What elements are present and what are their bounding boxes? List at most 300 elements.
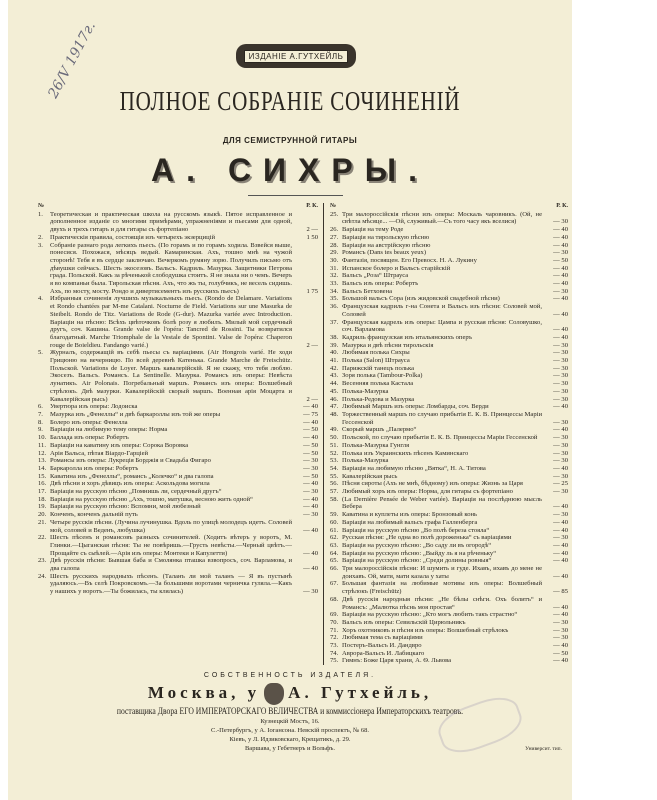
catalog-entry [330, 657, 568, 665]
entry-number: 59. [330, 511, 339, 519]
entry-number: 74. [330, 649, 339, 657]
entry-title: Любимый хоръ изъ оперы: Норма, для гитары съ фортепіано [342, 488, 513, 496]
entry-number: 30. [330, 256, 339, 264]
catalog-entry [330, 288, 568, 296]
catalog-entry [38, 419, 318, 427]
catalog-entry [330, 511, 568, 519]
entry-title: Варіація на тему Роде [342, 226, 404, 234]
entry-title: Три малороссійскія пѣсни изъ оперы: Москаль чаровникъ. (Ой, не свѣтла мѣсяце... —Ой, служивый.—Съ того часу якъ вселися) [342, 210, 542, 226]
catalog-entry [330, 257, 568, 265]
entry-number: 45. [330, 387, 339, 395]
catalog-entry [330, 650, 568, 658]
catalog-entry [330, 388, 568, 396]
catalog-entry [330, 596, 568, 611]
catalog-entry [330, 565, 568, 580]
catalog-entry [330, 519, 568, 527]
page-title: ПОЛНОЕ СОБРАНІЕ СОЧИНЕНІЙ [119, 86, 461, 116]
catalog-entry [330, 457, 568, 465]
entry-number: 17. [38, 488, 47, 496]
entry-title: Любимый Маршъ изъ оперы: Ломбарды, соч. Верди [342, 403, 489, 411]
entry-price: — 30 [303, 511, 318, 519]
entry-price: — 40 [303, 480, 318, 488]
entry-title: Большая фантазія на любимые мотивы изъ оперы: Волшебный стрѣлокъ (Freischütz) [342, 580, 542, 596]
entry-title: (La Dernière Pensée de Weber variée). Варіація на послѣднюю мысль Вебера [342, 495, 542, 511]
entry-price: 2 — [306, 341, 318, 349]
entry-title: Мазурка и двѣ пѣсни тирольскія [342, 341, 434, 349]
entry-title: Каватина и куплеты изъ оперы: Бронзовый конь [342, 511, 478, 519]
entry-price: — 40 [553, 264, 568, 272]
ornament-divider [248, 195, 343, 198]
entry-number: 57. [330, 488, 339, 496]
entry-number: 21. [38, 518, 47, 526]
entry-title: Варіація на русскую пѣсню: „Кто могъ любить такъ страстно“ [342, 611, 518, 619]
ownership-notice: СОБСТВЕННОСТЬ ИЗДАТЕЛЯ. [203, 672, 377, 680]
subtitle: ДЛЯ СЕМИСТРУННОЙ ГИТАРЫ [222, 136, 358, 145]
entry-number: 6. [38, 403, 43, 411]
entry-title: Баркаролла изъ оперы: Робертъ [50, 464, 139, 472]
catalog-entry [330, 211, 568, 226]
entry-title: Полька-Мазурка Гунгля [342, 441, 410, 449]
entry-title: Шесть русскихъ народныхъ пѣсенъ. (Таланъ ли мой таланъ — Я въ пустынѣ удаляюсь.—Въ селѣ Покровскомъ.—За большими воротами черничка гуляла.—Какъ у нашихъ у воротъ.—Ты божилась, ты клялась) [50, 572, 292, 596]
catalog-entry [38, 434, 318, 442]
entry-title: Шесть пѣсенъ и романсовъ разныхъ сочинителей. (Ходитъ вѣтеръ у воротъ, М. Глинки.—Цыганская пѣсня: Ты не повѣришь.—Грусть невѣсты.—Черный цвѣтъ.—Прощайте съ сыѣлей.—Арія изъ оперы: Монтеки и Капулетти) [50, 534, 292, 557]
entry-price: — 30 [553, 341, 568, 349]
entry-number: 46. [330, 395, 339, 403]
catalog-entry [330, 349, 568, 357]
entry-title: Болеро изъ оперы: Фенелла [50, 418, 128, 426]
entry-price: — 30 [553, 441, 568, 449]
entry-number: 73. [330, 642, 339, 650]
entry-number: 28. [330, 241, 339, 249]
entry-price: — 30 [553, 372, 568, 380]
catalog-entry [330, 242, 568, 250]
entry-number: 53. [330, 457, 339, 465]
entry-price: — 50 [553, 649, 568, 657]
entry-price: — 40 [303, 434, 318, 442]
catalog-entry [38, 242, 318, 296]
entry-number: 48. [330, 410, 339, 418]
entry-title: Полька-Редова и Мазурка [342, 395, 415, 403]
entry-title: Варіація на русскую пѣсню: „Выйду ль я на рѣченьку“ [342, 549, 497, 557]
entry-title: Каватина изъ „Фенеллы“, романсъ „Колечко“ и два галопа [50, 472, 214, 480]
entry-price: — 30 [303, 588, 318, 596]
entry-price: — 50 [303, 426, 318, 434]
price-header: Р. К. [556, 203, 568, 209]
catalog-entry [38, 480, 318, 488]
entry-price: — 40 [553, 310, 568, 318]
entry-title: Варіація на русскую пѣсню: „Среди долины ровныя“ [342, 557, 492, 565]
entry-title: Варіація на русскую пѣсню „Во полѣ береза стояла“ [342, 526, 490, 534]
catalog-entry [330, 611, 568, 619]
entry-price: — 40 [553, 603, 568, 611]
entry-price: — 40 [553, 642, 568, 650]
entry-title: Три малороссійскія пѣсни: И шумить и гуде. Ихавъ, ихавъ до мене не доихавъ. Ой, мати, мати казала у хаты [342, 565, 542, 580]
entry-price: 2 — [306, 226, 318, 234]
entry-price: — 40 [553, 611, 568, 619]
entry-price: — 40 [553, 657, 568, 665]
city-text: Москва, у [147, 683, 261, 703]
catalog-entry [330, 473, 568, 481]
entry-price: — 25 [553, 480, 568, 488]
entry-title: Вальсъ Бетховена [342, 287, 393, 295]
entry-number: 23. [38, 557, 47, 565]
catalog-entry [38, 426, 318, 434]
catalog-entry [330, 365, 568, 373]
catalog-entry [330, 403, 568, 411]
entry-title: Варіація на русскую пѣсню: Вспомни, мой любезный [50, 503, 201, 511]
catalog-entry [330, 634, 568, 642]
entry-price: 1 75 [306, 287, 318, 295]
catalog-entry [38, 403, 318, 411]
entry-price: — 30 [553, 249, 568, 257]
entry-price: — 40 [553, 518, 568, 526]
catalog-entry [38, 457, 318, 465]
entry-price: — 30 [553, 488, 568, 496]
entry-number: 54. [330, 464, 339, 472]
catalog-entry [330, 642, 568, 650]
entry-number: 49. [330, 426, 339, 434]
entry-number: 33. [330, 280, 339, 288]
entry-price: — 30 [553, 218, 568, 226]
entry-price: — 30 [553, 349, 568, 357]
catalog-entry [38, 442, 318, 450]
entry-number: 24. [38, 572, 47, 580]
entry-number: 19. [38, 503, 47, 511]
catalog-entry [38, 519, 318, 534]
entry-price: — 30 [303, 464, 318, 472]
entry-price: — 40 [303, 495, 318, 503]
catalog-entry [330, 357, 568, 365]
address-line: Кузнецкій Мостъ, 16. [260, 718, 320, 726]
entry-title: Гимнъ: Боже Царя храни, А. Ѳ. Львова [342, 657, 452, 665]
entry-number: 35. [330, 295, 339, 303]
catalog-entry [330, 226, 568, 234]
catalog-entry [330, 265, 568, 273]
entry-title: Кадриль французская изъ итальянскихъ оперъ [342, 333, 473, 341]
entry-price: — 40 [553, 326, 568, 334]
entry-title: Постеръ-Вальсъ И. Дандвро [342, 642, 422, 650]
entry-price: — 30 [553, 618, 568, 626]
catalog-entry [38, 557, 318, 572]
entry-number: 72. [330, 634, 339, 642]
entry-number: 18. [38, 495, 47, 503]
catalog-entry [38, 465, 318, 473]
entry-title: Баллада изъ оперы: Робертъ [50, 434, 129, 442]
catalog-entry [330, 557, 568, 565]
entry-number: 13. [38, 457, 47, 465]
entry-title: Увертюра изъ оперы: Лодоиска [50, 403, 138, 411]
entry-price: — 30 [553, 357, 568, 365]
entry-title: Практическія правила, состоящія изъ четырехъ экзерцицій [50, 233, 215, 241]
address-line: Кіевъ, у Л. Идзиковскаго, Крещатикъ, д. 29. [229, 736, 351, 744]
entry-price: — 40 [553, 233, 568, 241]
entry-price: — 30 [553, 449, 568, 457]
entry-number: 4. [38, 295, 43, 303]
address-line: С.-Петербургъ, у А. Іогансона. Невскій проспектъ, № 68. [211, 727, 369, 735]
entry-number: 51. [330, 441, 339, 449]
address-line: Варшава, у Гебетнеръ и Вольфъ. [244, 745, 336, 753]
entry-title: Варіаціи на любимую тему оперы: Норма [50, 426, 168, 434]
entry-number: 75. [330, 657, 339, 665]
entry-title: Скорый маршъ „Палермо“ [342, 426, 417, 434]
entry-number: 41. [330, 357, 339, 365]
entry-title: Романсы изъ оперы: Лукреція Борджія и Свадьба Фигаро [50, 457, 211, 465]
entry-price: — 40 [303, 549, 318, 557]
catalog-entry [38, 234, 318, 242]
entry-title: Теоретическая и практическая школа на русскомъ языкѣ. Пятое исправленное и дополненное изданіе со многими примѣрами, упражненіями и пьесами для одной, двухъ и трехъ гитаръ и для гитары съ фортепіано [50, 210, 292, 234]
entry-price: — 40 [553, 403, 568, 411]
entry-price: — 40 [553, 526, 568, 534]
entry-number: 16. [38, 480, 47, 488]
entry-title: Журналъ, содержащій въ себѣ пьесы съ варіаціями. (Air Hongrois varié. Не ходи Грицюню на вечерницю. По всей деревнѣ Катенька. Grande Marche de Freischütz. Польской. Variations de Loyer. Маршъ кавалерійскій. Я не скажу, что тебя люблю. Экосезъ. Вальсъ. Романсъ. La Sentinelle. Мазурка. Романсъ изъ оперы: Невѣста лунатикъ. Air Polonais. Погребальный маршъ. Романсъ изъ оперы: Волшебный стрѣлокъ. Двѣ мазурки. Кавалерійскій скорый маршъ. Военная арія Моцарта и Кавалерійская рысь) [50, 349, 292, 403]
entry-number: 14. [38, 464, 47, 472]
catalog-entry [38, 573, 318, 596]
entry-price: — 30 [553, 364, 568, 372]
entry-title: Зоря полька (Tambour-Polka) [342, 372, 423, 380]
entry-title: Варіація на тирольскую пѣсню [342, 233, 430, 241]
entry-title: Полька-Мазурка [342, 457, 389, 465]
entry-price: — 30 [553, 287, 568, 295]
catalog-entry [38, 411, 318, 419]
entry-number: 2. [38, 233, 43, 241]
entry-price: — 30 [303, 488, 318, 496]
catalog-entry [330, 295, 568, 303]
catalog-entry [330, 249, 568, 257]
entry-price: — 40 [303, 503, 318, 511]
entry-price: — 30 [553, 457, 568, 465]
entry-price: — 30 [553, 472, 568, 480]
entry-number: 43. [330, 372, 339, 380]
catalog-entry [330, 426, 568, 434]
entry-price: — 40 [553, 226, 568, 234]
catalog-entry [330, 580, 568, 595]
entry-price: — 40 [553, 464, 568, 472]
catalog-entry [38, 488, 318, 496]
entry-number: 52. [330, 449, 339, 457]
entry-number: 10. [38, 434, 47, 442]
entry-title: Французская кадриль г-на Сонета и Вальсъ изъ пѣсни: Соловей мой, Соловей [342, 303, 542, 318]
catalog-entry [330, 527, 568, 535]
entry-price: — 30 [553, 626, 568, 634]
entry-number: 55. [330, 472, 339, 480]
entry-price: — 30 [553, 634, 568, 642]
entry-title: Варіаціи на каватину изъ оперы: Сорока Воровка [50, 441, 189, 449]
entry-price: — 40 [303, 526, 318, 534]
entry-number: 29. [330, 249, 339, 257]
catalog-entry [330, 496, 568, 511]
entry-price: — 40 [553, 572, 568, 580]
publisher-name: А. Гутхейль, [288, 683, 433, 703]
entry-price: — 50 [553, 256, 568, 264]
entry-title: Полька-Мазурка [342, 387, 389, 395]
entry-number: 44. [330, 380, 339, 388]
entry-number: 50. [330, 434, 339, 442]
catalog-entry [330, 234, 568, 242]
entry-title: Двѣ пѣсни и хоръ дѣвицъ изъ оперы: Аскольдова могила [50, 480, 210, 488]
handwritten-date: 26/V 1917г. [45, 19, 99, 101]
entry-title: Избранныя сочиненія лучшихъ музыкальныхъ пьесъ. (Rondo de Delamare. Variations et Rondo chantées par M-me Catalani. Nocturne de Field. Variations sur une Masurka de Steibelt. Rondo de Titz. Variations de Rode (G-dur). Mazurka variée avec Introduction. Варіаціи на пѣсню: Всѣхъ цвѣточковъ болѣ розу я любилъ. Милый мой сердечный другъ, соч. Кашина. Grande valse de l'opéra: Tancred de Rossini. Ты возвратился благодатный. Marche Triomphale de la Vestale de Spontini. Valse de l'opéra: Chaperon rouge de Boieldieu. Fandango varié.) [50, 295, 292, 349]
entry-number: 15. [38, 472, 47, 480]
entry-number: 42. [330, 364, 339, 372]
entry-title: Вальсъ изъ оперы: Севильскій Цирюльникъ [342, 618, 466, 626]
entry-number: 31. [330, 264, 339, 272]
entry-title: Хоръ охотниковъ и пѣсня изъ оперы: Волшебный стрѣлокъ [342, 626, 509, 634]
entry-title: Вальсъ изъ оперы: Робертъ [342, 280, 419, 288]
entry-price: — 30 [553, 511, 568, 519]
entry-price: — 40 [553, 541, 568, 549]
entry-price: — 40 [553, 295, 568, 303]
entry-number: 27. [330, 233, 339, 241]
entry-price: — 40 [553, 272, 568, 280]
imperial-crest-icon [264, 683, 284, 705]
entry-price: — 40 [303, 418, 318, 426]
entry-number: 68. [330, 595, 339, 603]
catalog-entry [330, 372, 568, 380]
catalog-entry [330, 450, 568, 458]
entry-price: — 30 [553, 418, 568, 426]
entry-title: Мазурка изъ „Фенеллы“ и двѣ баркароллы изъ той же оперы [50, 410, 221, 418]
catalog-entry [38, 450, 318, 458]
catalog-entry [330, 542, 568, 550]
catalog-entry [38, 496, 318, 504]
entry-number: 60. [330, 518, 339, 526]
entry-title: Конченъ, конченъ дальній путь [50, 511, 138, 519]
entry-price: — 85 [553, 588, 568, 596]
catalog-entry [330, 488, 568, 496]
entry-price: — 30 [553, 380, 568, 388]
catalog-entry [38, 473, 318, 481]
catalog-entry [330, 396, 568, 404]
publisher-badge-text: ИЗДАНІЕ А.ГУТХЕЙЛЬ [244, 50, 349, 63]
catalog-entry [330, 342, 568, 350]
entry-title: Двѣ русскія народныя пѣсни: „Не бѣлы снѣги. Охъ болитъ“ и Романсъ: „Малютка пѣснь моя простая“ [342, 595, 542, 611]
entry-number: 39. [330, 341, 339, 349]
entry-number: 58. [330, 495, 339, 503]
number-header: № [38, 203, 45, 209]
entry-number: 7. [38, 410, 43, 418]
entry-price: — 40 [303, 403, 318, 411]
entry-price: — 40 [303, 565, 318, 573]
entry-number: 8. [38, 418, 43, 426]
entry-price: — 40 [553, 241, 568, 249]
entry-title: Русская пѣсня: „Не одна во полѣ дороженька“ съ варіаціями [342, 534, 512, 542]
entry-title: Четыре русскія пѣсни. (Лучина лучинушка. Вдоль по улицѣ молодецъ идетъ. Соловей мой, соловей и Веденъ, любушка) [50, 518, 292, 534]
entry-price: — 50 [303, 472, 318, 480]
entry-number: 65. [330, 557, 339, 565]
entry-number: 36. [330, 303, 339, 311]
entry-title: Полька изъ Украинскихъ пѣсенъ Каминскаго [342, 449, 469, 457]
entry-title: Фантазія, посвящен. Его Превосх. Н. А. Лукину [342, 256, 477, 264]
entry-title: Большой вальсъ Сора (изъ жидовской свадебной пѣсни) [342, 295, 500, 303]
entry-price: — 50 [303, 449, 318, 457]
entry-number: 25. [330, 210, 339, 218]
entry-number: 34. [330, 287, 339, 295]
catalog-entry [330, 411, 568, 426]
entry-number: 56. [330, 480, 339, 488]
entry-price: — 40 [553, 549, 568, 557]
entry-price: — 40 [553, 333, 568, 341]
purveyor-line: поставщика Двора ЕГО ИМПЕРАТОРСКАГО ВЕЛИЧЕСТВА и коммиссіонера Императорскихъ театровъ. [116, 706, 464, 717]
entry-number: 47. [330, 403, 339, 411]
entry-title: Варіація на русскую пѣсню: „Во саду ли въ огородѣ“ [342, 541, 492, 549]
entry-title: Арія Вальса, пѣтая Віардо-Гарціей [50, 449, 149, 457]
entry-title: Собраніе разнаго рода легкихъ пьесъ. (По горамъ и по горамъ ходила. Взвейся выше, понесися. Похожася, мѣсяцъ ведый. Камаринская. Ахъ, тошно мнѣ на чужой сторонѣ! Тебя я въ сердце заключаю. Вечеркомъ румяну зорю. Получилъ письмо отъ дѣвушки сейчасъ. Шесть экосезовъ. Вальсъ. Кадриль. Мазурка. Защитники Петрова града. Польской. Какъ за рѣченькой слободушка стоитъ. Я не знала ни о чемъ. Вечеръ я во компаньи была. Тирольская пѣсня. Ахъ, что жъ ты, голубчикъ, не весель сидишь. Ахъ, по мосту, мосту. Рондо и дивертисементъ изъ русскихъ пьесъ) [50, 241, 292, 295]
entry-number: 63. [330, 541, 339, 549]
entry-number: 5. [38, 349, 43, 357]
entry-title: Торжественный маршъ по случаю прибытія Е. К. В. Принцессы Маріи Гессенской [342, 410, 542, 426]
catalog-entry [38, 534, 318, 557]
entry-title: Весенняя полька Кастала [342, 380, 414, 388]
entry-title: Романсъ (Dans tes beaux yeux) [342, 249, 427, 257]
entry-title: Аврора-Вальсъ И. Лабицкаго [342, 649, 425, 657]
catalog-entry [38, 349, 318, 403]
entry-price: 2 — [306, 395, 318, 403]
catalog-entry [330, 434, 568, 442]
entry-title: Кавалерійская рысь [342, 472, 398, 480]
entry-number: 40. [330, 349, 339, 357]
catalog-entry [330, 442, 568, 450]
entry-number: 37. [330, 318, 339, 326]
entry-price: — 40 [553, 426, 568, 434]
catalog-left-column [38, 203, 323, 665]
catalog-body [8, 203, 572, 753]
entry-number: 11. [38, 441, 46, 449]
entry-number: 70. [330, 618, 339, 626]
entry-number: 67. [330, 580, 339, 588]
catalog-entry [330, 550, 568, 558]
entry-title: Любимая тема съ варіаціями [342, 634, 423, 642]
entry-title: Двѣ русскія пѣсни: Бывшая баба и Смолянка пташка взвопросъ, соч. Варламова, и два галопа [50, 557, 292, 573]
entry-price: — 75 [303, 410, 318, 418]
entry-price: — 30 [553, 395, 568, 403]
entry-number: 32. [330, 272, 339, 280]
entry-title: Вальсъ „Роза“ Штрауса [342, 272, 409, 280]
printer-imprint: Университ. тип. [525, 746, 562, 753]
entry-number: 61. [330, 526, 339, 534]
catalog-entry [330, 534, 568, 542]
catalog-entry [330, 272, 568, 280]
entry-title: Полька (Salon) Штрауса [342, 357, 410, 365]
catalog-entry [330, 619, 568, 627]
document-page [8, 0, 572, 800]
entry-price: — 40 [553, 503, 568, 511]
entry-price: — 30 [553, 534, 568, 542]
entry-number: 26. [330, 226, 339, 234]
entry-number: 3. [38, 241, 43, 249]
entry-number: 20. [38, 511, 47, 519]
entry-title: Любимая полька Сихры [342, 349, 410, 357]
catalog-right-column [323, 203, 568, 665]
entry-title: Парижскій танецъ полька [342, 364, 415, 372]
entry-price: — 30 [553, 434, 568, 442]
entry-price: — 30 [553, 387, 568, 395]
catalog-entry [38, 295, 318, 349]
entry-number: 62. [330, 534, 339, 542]
entry-title: Варіація на русскую пѣсню „Помнишь ли, сердечный другъ“ [50, 488, 222, 496]
entry-price: 1 50 [306, 233, 318, 241]
entry-title: Польской, по случаю прибытія Е. К. В. Принцессы Маріи Гессенской [342, 434, 538, 442]
entry-title: Пѣсня сироты (Ахъ не мнѣ, бѣдному) изъ оперы: Жизнь за Царя [342, 480, 523, 488]
composer-name: А. СИХРЫ. [151, 152, 429, 188]
entry-price: — 40 [553, 557, 568, 565]
imprint-footer [8, 671, 572, 753]
catalog-entry [330, 280, 568, 288]
entry-number: 69. [330, 611, 339, 619]
catalog-entry [330, 303, 568, 318]
catalog-entry [330, 380, 568, 388]
entry-title: Варіація на любимую пѣсню „Вятка“, Н. А. Титова [342, 464, 486, 472]
entry-number: 22. [38, 534, 47, 542]
